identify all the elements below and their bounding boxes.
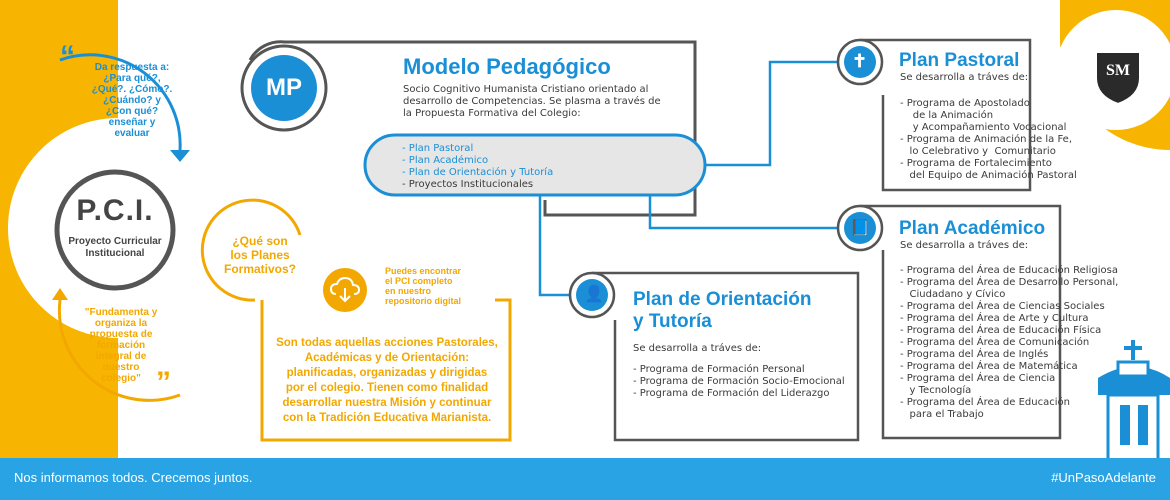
list-item: lo Celebrativo y Comunitario bbox=[900, 146, 1056, 157]
list-item: para el Trabajo bbox=[900, 409, 984, 420]
plan-pastoral-list bbox=[900, 98, 1077, 182]
modelo-item-orientacion: - Plan de Orientación y Tutoría bbox=[402, 167, 554, 178]
modelo-title: Modelo Pedagógico bbox=[403, 54, 611, 79]
top-quote bbox=[78, 62, 186, 139]
plan-academico-title: Plan Académico bbox=[899, 218, 1046, 239]
plan-orientacion-title-line-2: y Tutoría bbox=[633, 311, 712, 332]
plan-orientacion-title-line-1: Plan de Orientación bbox=[633, 289, 812, 310]
list-item: del Equipo de Animación Pastoral bbox=[900, 170, 1077, 181]
list-item: - Programa del Área de Educación bbox=[900, 397, 1070, 408]
modelo-item-academico: - Plan Académico bbox=[402, 155, 489, 166]
quote-close-icon: ” bbox=[156, 366, 171, 399]
list-item: - Programa de Formación Personal bbox=[633, 364, 805, 375]
list-item: de la Animación bbox=[900, 110, 994, 121]
cloud-download-icon bbox=[323, 268, 367, 312]
bottom-quote-line: "Fundamenta y bbox=[84, 307, 158, 318]
top-quote-line: ¿Qué?. ¿Cómo?. bbox=[91, 84, 173, 95]
list-item: - Programa de Animación de la Fe, bbox=[900, 134, 1073, 145]
pci-subtitle-line-2: Institucional bbox=[85, 248, 145, 259]
formativos-question-line: los Planes bbox=[230, 248, 290, 262]
formativos-answer-line: por el colegio. Tienen como finalidad bbox=[285, 382, 489, 394]
bottom-quote-line: propuesta de bbox=[89, 329, 153, 340]
list-item: - Programa del Área de Inglés bbox=[900, 349, 1049, 360]
formativos-question-line: Formativos? bbox=[223, 262, 296, 276]
list-item: - Programa de Apostolado bbox=[900, 98, 1030, 109]
list-item: Ciudadano y Cívico bbox=[900, 289, 1006, 300]
plan-pastoral-title: Plan Pastoral bbox=[899, 50, 1020, 71]
formativos-question-line: ¿Qué son bbox=[232, 234, 288, 248]
footer-slogan: Nos informamos todos. Crecemos juntos. bbox=[14, 470, 253, 485]
list-item: - Programa del Área de Ciencia bbox=[900, 373, 1056, 384]
plan-orientacion-list bbox=[633, 364, 845, 400]
list-item: - Programa de Fortalecimiento bbox=[900, 158, 1052, 169]
repo-note-line: repositorio digital bbox=[385, 296, 462, 306]
top-quote-line: ¿Cuándo? y bbox=[103, 95, 161, 106]
modelo-description-line: desarrollo de Competencias. Se plasma a través de bbox=[403, 96, 661, 107]
top-quote-line: ¿Con qué? bbox=[105, 106, 159, 117]
list-item: - Programa del Área de Comunicación bbox=[900, 337, 1090, 348]
pci-subtitle bbox=[62, 236, 168, 260]
modelo-item-proyectos: - Proyectos Institucionales bbox=[402, 179, 534, 190]
formativos-question bbox=[220, 234, 300, 276]
list-item: - Programa de Formación Socio-Emocional bbox=[633, 376, 845, 387]
repo-note bbox=[385, 266, 461, 306]
plan-academico-list bbox=[900, 265, 1118, 421]
top-quote-line: evaluar bbox=[114, 128, 150, 139]
bottom-quote-line: integral de bbox=[95, 351, 147, 362]
plan-orientacion-title bbox=[633, 289, 811, 333]
repo-note-line: el PCI completo bbox=[385, 276, 453, 286]
formativos-answer-line: planificadas, organizadas y dirigidas bbox=[286, 367, 488, 379]
bottom-quote-line: organiza la bbox=[94, 318, 148, 329]
bottom-quote-line: formación bbox=[96, 340, 146, 351]
list-item: - Programa del Área de Arte y Cultura bbox=[900, 313, 1089, 324]
list-item: y Acompañamiento Vocacional bbox=[900, 122, 1067, 133]
formativos-answer-line: Son todas aquellas acciones Pastorales, bbox=[276, 337, 498, 349]
cross-icon: ✝ bbox=[852, 51, 868, 71]
plan-orientacion-subtitle: Se desarrolla a tráves de: bbox=[633, 343, 762, 354]
bottom-quote-line: colegio" bbox=[101, 373, 141, 384]
list-item: - Programa del Área de Educación Física bbox=[900, 325, 1102, 336]
modelo-description bbox=[403, 84, 693, 120]
quote-open-icon: “ bbox=[60, 40, 75, 73]
repo-note-line: en nuestro bbox=[385, 286, 432, 296]
footer-hashtag: #UnPasoAdelante bbox=[1051, 470, 1156, 485]
school-logo: SM bbox=[1106, 62, 1130, 79]
list-item: - Programa de Formación del Liderazgo bbox=[633, 388, 830, 399]
list-item: y Tecnología bbox=[900, 385, 972, 396]
book-icon: 📘 bbox=[850, 220, 870, 237]
top-quote-line: enseñar y bbox=[108, 117, 156, 128]
formativos-answer-line: con la Tradición Educativa Marianista. bbox=[282, 412, 492, 424]
formativos-answer-line: desarrollar nuestra Misión y continuar bbox=[282, 397, 492, 409]
pci-subtitle-line-1: Proyecto Curricular bbox=[68, 236, 162, 247]
formativos-answer-line: Académicas y de Orientación: bbox=[304, 352, 470, 364]
plan-academico-subtitle: Se desarrolla a tráves de: bbox=[900, 240, 1029, 251]
formativos-answer bbox=[268, 336, 506, 426]
list-item: - Programa del Área de Desarrollo Personal, bbox=[900, 277, 1119, 288]
bottom-quote-line: nuestro bbox=[102, 362, 140, 373]
top-quote-line: Da respuesta a: bbox=[94, 62, 170, 73]
repo-note-line: Puedes encontrar bbox=[385, 266, 462, 276]
top-quote-line: ¿Para qué?, bbox=[103, 73, 161, 84]
plan-pastoral-subtitle: Se desarrolla a tráves de: bbox=[900, 72, 1029, 83]
list-item: - Programa del Área de Ciencias Sociales bbox=[900, 301, 1105, 312]
modelo-description-line: la Propuesta Formativa del Colegio: bbox=[403, 108, 581, 119]
list-item: - Programa del Área de Matemática bbox=[900, 361, 1078, 372]
modelo-description-line: Socio Cognitivo Humanista Cristiano orientado al bbox=[403, 84, 649, 95]
person-icon: 👤 bbox=[584, 286, 604, 303]
modelo-item-pastoral: - Plan Pastoral bbox=[402, 143, 474, 154]
modelo-items bbox=[402, 143, 553, 191]
pci-title: P.C.I. bbox=[76, 194, 154, 227]
list-item: - Programa del Área de Educación Religiosa bbox=[900, 265, 1118, 276]
mp-badge: MP bbox=[266, 74, 302, 101]
